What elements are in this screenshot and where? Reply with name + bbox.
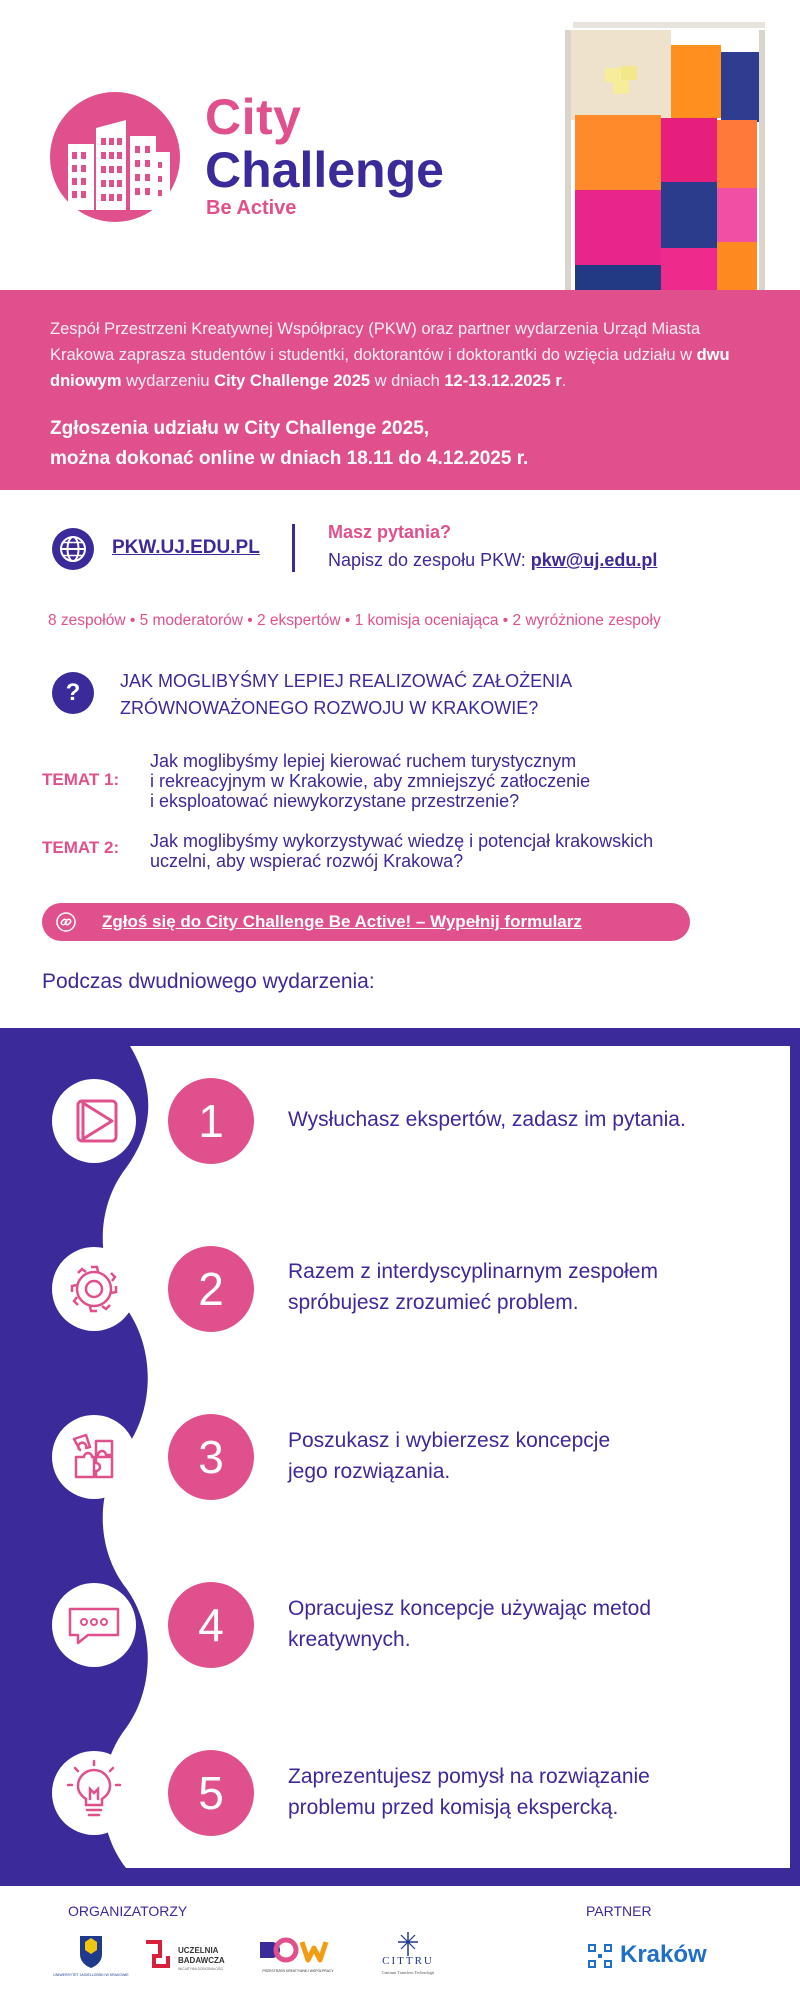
topic-1-text: Jak moglibyśmy lepiej kierować ruchem turystycznym i rekreacyjnym w Krakowie, aby zmniejszyć zatłoczenie i eksploatować niewykorzystane przestrzenie?	[150, 751, 591, 811]
logo-title-challenge: Challenge	[205, 142, 444, 198]
step-4-number: 4	[168, 1582, 254, 1668]
step-3-text: Poszukasz i wybierzesz koncepcje jego rozwiązania.	[288, 1429, 611, 1483]
step-2-text: Razem z interdyscyplinarnym zespołem spróbujesz zrozumieć problem.	[288, 1260, 658, 1314]
email-link[interactable]: pkw@uj.edu.pl	[530, 550, 658, 570]
event-stats: 8 zespołów • 5 moderatorów • 2 ekspertów • 1 komisja oceniająca • 2 wyróżnione zespoły	[48, 612, 661, 629]
globe-icon	[52, 528, 94, 570]
organizers-label: ORGANIZATORZY	[68, 1903, 188, 1919]
step-4-text: Opracujesz koncepcje używając metod kreatywnych.	[288, 1597, 652, 1651]
register-form-label: Zgłoś się do City Challenge Be Active! – Wypełnij formularz	[102, 912, 582, 931]
questions-title: Masz pytania?	[328, 522, 452, 542]
questions-line: Napisz do zespołu PKW: pkw@uj.edu.pl	[328, 550, 658, 570]
krakow-logo-icon	[586, 1942, 614, 1970]
topic-1-label: TEMAT 1:	[42, 770, 120, 789]
chat-icon	[52, 1583, 136, 1667]
ub-logo-text-3: INICJATYWA DOSKONAŁOŚCI	[178, 1967, 224, 1971]
gear-icon	[52, 1247, 136, 1331]
ub-logo-text-1: UCZELNIA	[178, 1946, 219, 1955]
website-link[interactable]: PKW.UJ.EDU.PL	[112, 537, 260, 558]
header	[0, 0, 800, 290]
step-2-number: 2	[168, 1246, 254, 1332]
colored-panels-image	[565, 20, 765, 290]
logo-title-city: City	[205, 89, 302, 145]
during-heading: Podczas dwudniowego wydarzenia:	[42, 970, 375, 993]
uj-logo	[53, 1930, 129, 1980]
cittru-logo-sub: Centrum Transferu Technologii	[381, 1970, 435, 1975]
link-icon	[56, 912, 76, 932]
partner-label: PARTNER	[586, 1903, 652, 1919]
registration-info: Zgłoszenia udziału w City Challenge 2025, można dokonać online w dniach 18.11 do 4.12.2025 r.	[50, 418, 529, 469]
step-1-number: 1	[168, 1078, 254, 1164]
ub-logo-text-2: BADAWCZA	[178, 1956, 225, 1965]
pkw-logo	[256, 1930, 340, 1980]
play-icon	[52, 1079, 136, 1163]
step-1-text: Wysłuchasz ekspertów, zadasz im pytania.	[288, 1108, 686, 1131]
step-5-number: 5	[168, 1750, 254, 1836]
puzzle-icon	[52, 1415, 136, 1499]
cittru-logo	[366, 1930, 450, 1980]
intro-banner	[0, 290, 800, 490]
uj-logo-text: UNIWERSYTET JAGIELLOŃSKI W KRAKOWIE	[53, 1973, 129, 1977]
uczelnia-badawcza-logo	[140, 1930, 230, 1980]
step-3-number: 3	[168, 1414, 254, 1500]
contact-divider	[292, 524, 295, 572]
main-question: JAK MOGLIBYŚMY LEPIEJ REALIZOWAĆ ZAŁOŻENIA ZRÓWNOWAŻONEGO ROZWOJU W KRAKOWIE?	[120, 671, 573, 718]
cittru-logo-text: CITTRU	[382, 1955, 434, 1967]
lightbulb-icon	[52, 1751, 136, 1835]
step-5-text: Zaprezentujesz pomysł na rozwiązanie problemu przed komisją ekspercką.	[288, 1765, 650, 1819]
logo-subtitle: Be Active	[206, 197, 297, 219]
intro-text: Zespół Przestrzeni Kreatywnej Współpracy (PKW) oraz partner wydarzenia Urząd Miasta Krakowa zaprasza studentów i studentki, doktorantów i doktorantki do wzięcia udziału w dwu dniowym wydarzeniu City Challenge 2025 w dniach 12-13.12.2025 r.	[50, 320, 730, 390]
city-logo-icon	[50, 92, 180, 222]
question-icon: ?	[52, 672, 94, 714]
topic-2-label: TEMAT 2:	[42, 838, 120, 857]
partner-name: Kraków	[620, 1941, 707, 1968]
register-form-button[interactable]	[42, 903, 690, 941]
topic-2-text: Jak moglibyśmy wykorzystywać wiedzę i potencjał krakowskich uczelni, aby wspierać rozwój Krakowa?	[150, 831, 654, 871]
pkw-logo-text: PRZESTRZEŃ KREATYWNEJ WSPÓŁPRACY	[262, 1969, 334, 1973]
